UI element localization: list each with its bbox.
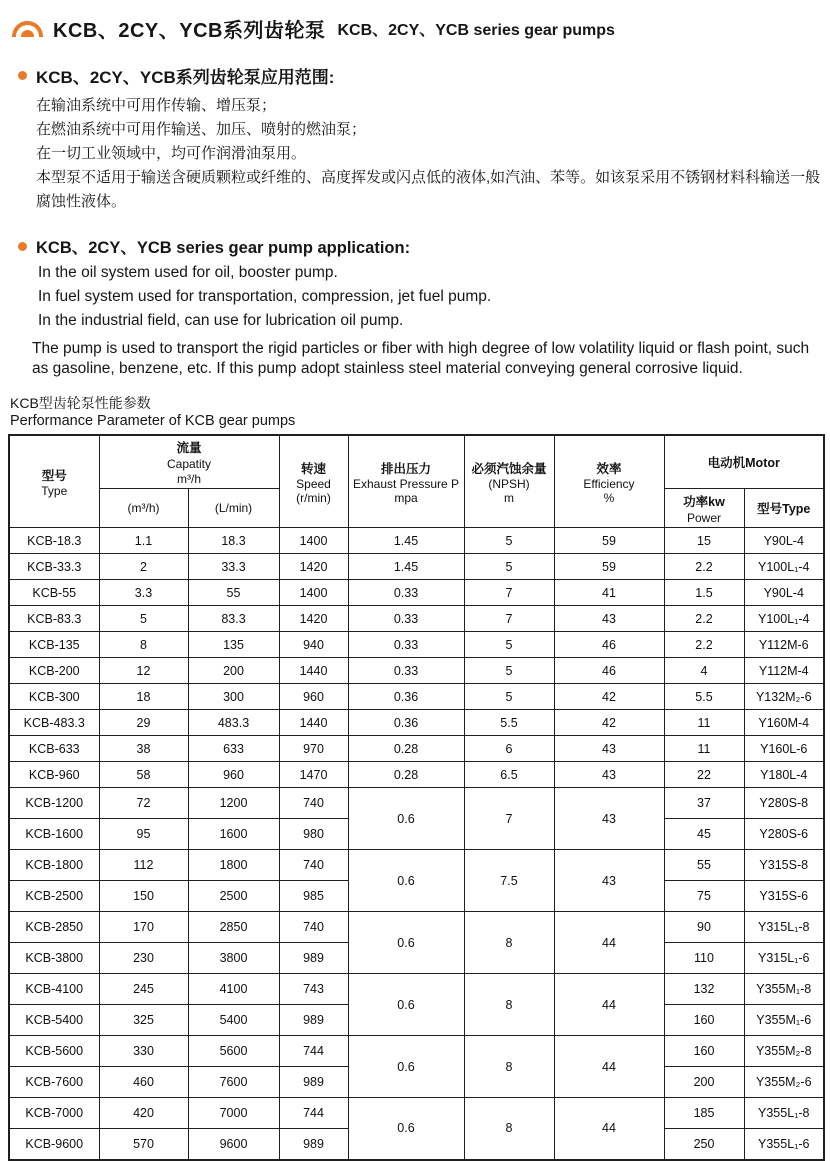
table-cell: 570	[99, 1129, 188, 1160]
table-row	[9, 606, 824, 632]
section-heading-en-text: KCB、2CY、YCB series gear pump application:	[36, 239, 411, 257]
table-cell: 0.6	[348, 788, 464, 850]
table-row	[9, 912, 824, 943]
table-cell: 200	[664, 1067, 744, 1098]
col-header-type: 型号 Type	[9, 435, 99, 528]
table-cell: 740	[279, 912, 348, 943]
table-cell: 11	[664, 736, 744, 762]
table-row	[9, 710, 824, 736]
table-cell: KCB-2850	[9, 912, 99, 943]
table-cell: KCB-300	[9, 684, 99, 710]
table-cell: 0.28	[348, 736, 464, 762]
table-cell: 300	[188, 684, 279, 710]
table-cell: 22	[664, 762, 744, 788]
table-cell: 1400	[279, 580, 348, 606]
performance-table	[8, 434, 825, 1161]
table-cell: 970	[279, 736, 348, 762]
page-title	[12, 14, 818, 43]
brand-arc-icon	[12, 20, 43, 37]
table-cell: 8	[464, 1098, 554, 1160]
table-cell: Y355M₁-8	[744, 974, 824, 1005]
table-cell: 1470	[279, 762, 348, 788]
table-cell: 4	[664, 658, 744, 684]
table-cell: 0.33	[348, 606, 464, 632]
table-cell: 0.33	[348, 580, 464, 606]
table-cell: Y355L₁-8	[744, 1098, 824, 1129]
zh-line: 本型泵不适用于输送含硬质颗粒或纤维的、高度挥发或闪点低的液体,如汽油、苯等。如该泵采用不锈钢材料科输送一般腐蚀性液体。	[36, 169, 821, 210]
table-cell: 55	[664, 850, 744, 881]
table-cell: 44	[554, 974, 664, 1036]
table-cell: 110	[664, 943, 744, 974]
table-cell: KCB-135	[9, 632, 99, 658]
table-cell: 7	[464, 606, 554, 632]
table-cell: 989	[279, 1067, 348, 1098]
en-line: In the industrial field, can use for lubrication oil pump.	[38, 312, 404, 329]
table-cell: Y315S-6	[744, 881, 824, 912]
table-cell: KCB-7600	[9, 1067, 99, 1098]
table-cell: 37	[664, 788, 744, 819]
page-title-en: KCB、2CY、YCB series gear pumps	[337, 22, 615, 39]
table-cell: 5600	[188, 1036, 279, 1067]
table-cell: 0.33	[348, 632, 464, 658]
table-cell: 2.2	[664, 554, 744, 580]
table-cell: 33.3	[188, 554, 279, 580]
table-cell: 8	[464, 1036, 554, 1098]
table-cell: 3.3	[99, 580, 188, 606]
table-cell: 1.5	[664, 580, 744, 606]
table-cell: 5	[464, 684, 554, 710]
table-cell: 38	[99, 736, 188, 762]
table-cell: KCB-960	[9, 762, 99, 788]
table-cell: 43	[554, 606, 664, 632]
table-cell: 72	[99, 788, 188, 819]
table-cell: KCB-5400	[9, 1005, 99, 1036]
table-cell: 200	[188, 658, 279, 684]
table-cell: 7.5	[464, 850, 554, 912]
table-row	[9, 850, 824, 881]
table-cell: Y315S-8	[744, 850, 824, 881]
page-title-zh: KCB、2CY、YCB系列齿轮泵	[53, 20, 326, 42]
table-row	[9, 632, 824, 658]
table-cell: 43	[554, 762, 664, 788]
table-cell: 5	[464, 554, 554, 580]
table-cell: 740	[279, 850, 348, 881]
table-cell: 2	[99, 554, 188, 580]
table-cell: Y90L-4	[744, 580, 824, 606]
table-cell: 7600	[188, 1067, 279, 1098]
table-cell: 0.6	[348, 1098, 464, 1160]
table-cell: 744	[279, 1036, 348, 1067]
table-row	[9, 554, 824, 580]
table-cell: 46	[554, 658, 664, 684]
table-cell: Y355M₁-6	[744, 1005, 824, 1036]
bullet-icon	[18, 242, 27, 251]
table-cell: KCB-33.3	[9, 554, 99, 580]
table-row	[9, 1036, 824, 1067]
table-cell: 5.5	[464, 710, 554, 736]
table-cell: 1200	[188, 788, 279, 819]
table-cell: Y90L-4	[744, 528, 824, 554]
table-cell: 5	[99, 606, 188, 632]
table-cell: 95	[99, 819, 188, 850]
table-cell: KCB-3800	[9, 943, 99, 974]
table-cell: KCB-483.3	[9, 710, 99, 736]
table-cell: 160	[664, 1005, 744, 1036]
table-cell: 0.36	[348, 684, 464, 710]
table-cell: Y315L₁-6	[744, 943, 824, 974]
table-cell: 985	[279, 881, 348, 912]
table-cell: Y315L₁-8	[744, 912, 824, 943]
table-title-en: Performance Parameter of KCB gear pumps	[10, 413, 296, 429]
application-lines-zh	[36, 94, 828, 214]
table-cell: 46	[554, 632, 664, 658]
table-cell: Y280S-8	[744, 788, 824, 819]
table-cell: 2850	[188, 912, 279, 943]
table-cell: 0.36	[348, 710, 464, 736]
table-cell: 245	[99, 974, 188, 1005]
en-line: In the oil system used for oil, booster pump.	[38, 264, 338, 281]
table-cell: 230	[99, 943, 188, 974]
table-cell: 7000	[188, 1098, 279, 1129]
table-cell: KCB-7000	[9, 1098, 99, 1129]
table-cell: Y112M-4	[744, 658, 824, 684]
application-paragraph-en: The pump is used to transport the rigid particles or fiber with high degree of low volatility liquid or flash point, such as gasoline, benzene, etc. If this pump adopt stainless steel material conveying general corrosive liquid.	[32, 340, 810, 377]
table-cell: 0.6	[348, 850, 464, 912]
table-cell: 42	[554, 710, 664, 736]
table-cell: KCB-200	[9, 658, 99, 684]
table-cell: 740	[279, 788, 348, 819]
table-cell: KCB-4100	[9, 974, 99, 1005]
table-body	[9, 528, 824, 1160]
table-cell: Y100L₁-4	[744, 606, 824, 632]
table-header	[9, 435, 824, 528]
table-cell: 7	[464, 788, 554, 850]
table-cell: 5	[464, 528, 554, 554]
table-cell: 2500	[188, 881, 279, 912]
table-cell: 980	[279, 819, 348, 850]
table-cell: KCB-2500	[9, 881, 99, 912]
table-cell: 744	[279, 1098, 348, 1129]
table-cell: Y355M₂-8	[744, 1036, 824, 1067]
table-cell: 135	[188, 632, 279, 658]
table-cell: 2.2	[664, 606, 744, 632]
table-cell: 7	[464, 580, 554, 606]
table-cell: 90	[664, 912, 744, 943]
table-cell: 44	[554, 1098, 664, 1160]
table-cell: 420	[99, 1098, 188, 1129]
zh-line: 在一切工业领域中，均可作润滑油泵用。	[36, 145, 307, 162]
table-cell: 75	[664, 881, 744, 912]
table-cell: 59	[554, 554, 664, 580]
table-cell: 989	[279, 1129, 348, 1160]
table-cell: 989	[279, 943, 348, 974]
table-cell: Y180L-4	[744, 762, 824, 788]
table-row	[9, 658, 824, 684]
table-cell: 41	[554, 580, 664, 606]
bullet-icon	[18, 71, 27, 80]
table-row	[9, 684, 824, 710]
table-row	[9, 788, 824, 819]
table-cell: 1.45	[348, 554, 464, 580]
table-cell: 8	[464, 912, 554, 974]
table-cell: KCB-1600	[9, 819, 99, 850]
table-cell: Y160L-6	[744, 736, 824, 762]
table-cell: 42	[554, 684, 664, 710]
table-cell: 250	[664, 1129, 744, 1160]
col-header-capacity: 流量 Capatity m³/h	[99, 435, 279, 489]
table-cell: 2.2	[664, 632, 744, 658]
zh-line: 在燃油系统中可用作输送、加压、喷射的燃油泵；	[36, 121, 367, 138]
table-cell: 55	[188, 580, 279, 606]
table-title-zh: KCB型齿轮泵性能参数	[10, 395, 151, 411]
table-cell: 1440	[279, 710, 348, 736]
table-cell: 483.3	[188, 710, 279, 736]
table-cell: 743	[279, 974, 348, 1005]
table-row	[9, 528, 824, 554]
section-heading-en	[18, 234, 818, 258]
table-cell: KCB-1200	[9, 788, 99, 819]
table-cell: Y160M-4	[744, 710, 824, 736]
col-header-motor-power: 功率kw Power	[664, 489, 744, 528]
col-header-npsh: 必须汽蚀余量 (NPSH) m	[464, 435, 554, 528]
table-cell: 1800	[188, 850, 279, 881]
table-cell: 132	[664, 974, 744, 1005]
table-cell: 15	[664, 528, 744, 554]
table-cell: 43	[554, 788, 664, 850]
table-cell: 1.1	[99, 528, 188, 554]
table-cell: 43	[554, 736, 664, 762]
table-cell: 633	[188, 736, 279, 762]
table-cell: 5	[464, 658, 554, 684]
table-row	[9, 736, 824, 762]
table-cell: 0.6	[348, 912, 464, 974]
table-cell: 5	[464, 632, 554, 658]
table-cell: 8	[99, 632, 188, 658]
table-cell: 0.33	[348, 658, 464, 684]
col-header-motor-type: 型号Type	[744, 489, 824, 528]
zh-line: 在输油系统中可用作传输、增压泵；	[36, 97, 277, 114]
table-cell: KCB-55	[9, 580, 99, 606]
table-cell: Y100L₁-4	[744, 554, 824, 580]
table-cell: 112	[99, 850, 188, 881]
table-cell: 5400	[188, 1005, 279, 1036]
table-cell: 83.3	[188, 606, 279, 632]
col-header-motor: 电动机Motor	[664, 435, 824, 489]
en-line: In fuel system used for transportation, compression, jet fuel pump.	[38, 288, 492, 305]
table-cell: 1420	[279, 606, 348, 632]
table-cell: KCB-1800	[9, 850, 99, 881]
table-cell: 940	[279, 632, 348, 658]
table-cell: Y355M₂-6	[744, 1067, 824, 1098]
table-cell: Y132M₂-6	[744, 684, 824, 710]
table-cell: 59	[554, 528, 664, 554]
table-cell: 4100	[188, 974, 279, 1005]
table-cell: 43	[554, 850, 664, 912]
table-cell: 6	[464, 736, 554, 762]
table-cell: KCB-18.3	[9, 528, 99, 554]
col-header-speed: 转速 Speed (r/min)	[279, 435, 348, 528]
table-cell: 1400	[279, 528, 348, 554]
table-cell: 1600	[188, 819, 279, 850]
table-cell: 989	[279, 1005, 348, 1036]
table-cell: 150	[99, 881, 188, 912]
table-cell: 5.5	[664, 684, 744, 710]
table-cell: 9600	[188, 1129, 279, 1160]
table-cell: 18	[99, 684, 188, 710]
table-cell: 330	[99, 1036, 188, 1067]
table-cell: KCB-5600	[9, 1036, 99, 1067]
table-cell: 185	[664, 1098, 744, 1129]
table-cell: 29	[99, 710, 188, 736]
table-cell: 18.3	[188, 528, 279, 554]
section-heading-zh	[18, 63, 818, 88]
application-lines-en	[38, 264, 826, 329]
table-row	[9, 1098, 824, 1129]
col-header-pressure: 排出压力 Exhaust Pressure P mpa	[348, 435, 464, 528]
table-cell: 960	[188, 762, 279, 788]
table-cell: 12	[99, 658, 188, 684]
table-cell: 1420	[279, 554, 348, 580]
table-cell: 1.45	[348, 528, 464, 554]
table-cell: 58	[99, 762, 188, 788]
table-cell: Y112M-6	[744, 632, 824, 658]
table-cell: 44	[554, 1036, 664, 1098]
table-cell: Y355L₁-6	[744, 1129, 824, 1160]
table-cell: KCB-633	[9, 736, 99, 762]
table-cell: 45	[664, 819, 744, 850]
table-cell: Y280S-6	[744, 819, 824, 850]
table-cell: 1440	[279, 658, 348, 684]
table-cell: 0.6	[348, 1036, 464, 1098]
table-row	[9, 580, 824, 606]
table-cell: 170	[99, 912, 188, 943]
table-row	[9, 762, 824, 788]
table-cell: 6.5	[464, 762, 554, 788]
table-cell: 44	[554, 912, 664, 974]
table-cell: KCB-9600	[9, 1129, 99, 1160]
table-cell: 960	[279, 684, 348, 710]
col-header-efficiency: 效率 Efficiency %	[554, 435, 664, 528]
table-cell: 8	[464, 974, 554, 1036]
section-heading-zh-text: KCB、2CY、YCB系列齿轮泵应用范围:	[36, 68, 335, 87]
table-cell: KCB-83.3	[9, 606, 99, 632]
col-header-capacity-lmin: (L/min)	[188, 489, 279, 528]
table-cell: 160	[664, 1036, 744, 1067]
table-cell: 11	[664, 710, 744, 736]
table-cell: 460	[99, 1067, 188, 1098]
col-header-capacity-m3h: (m³/h)	[99, 489, 188, 528]
table-cell: 325	[99, 1005, 188, 1036]
table-cell: 0.6	[348, 974, 464, 1036]
table-cell: 0.28	[348, 762, 464, 788]
table-cell: 3800	[188, 943, 279, 974]
table-row	[9, 974, 824, 1005]
